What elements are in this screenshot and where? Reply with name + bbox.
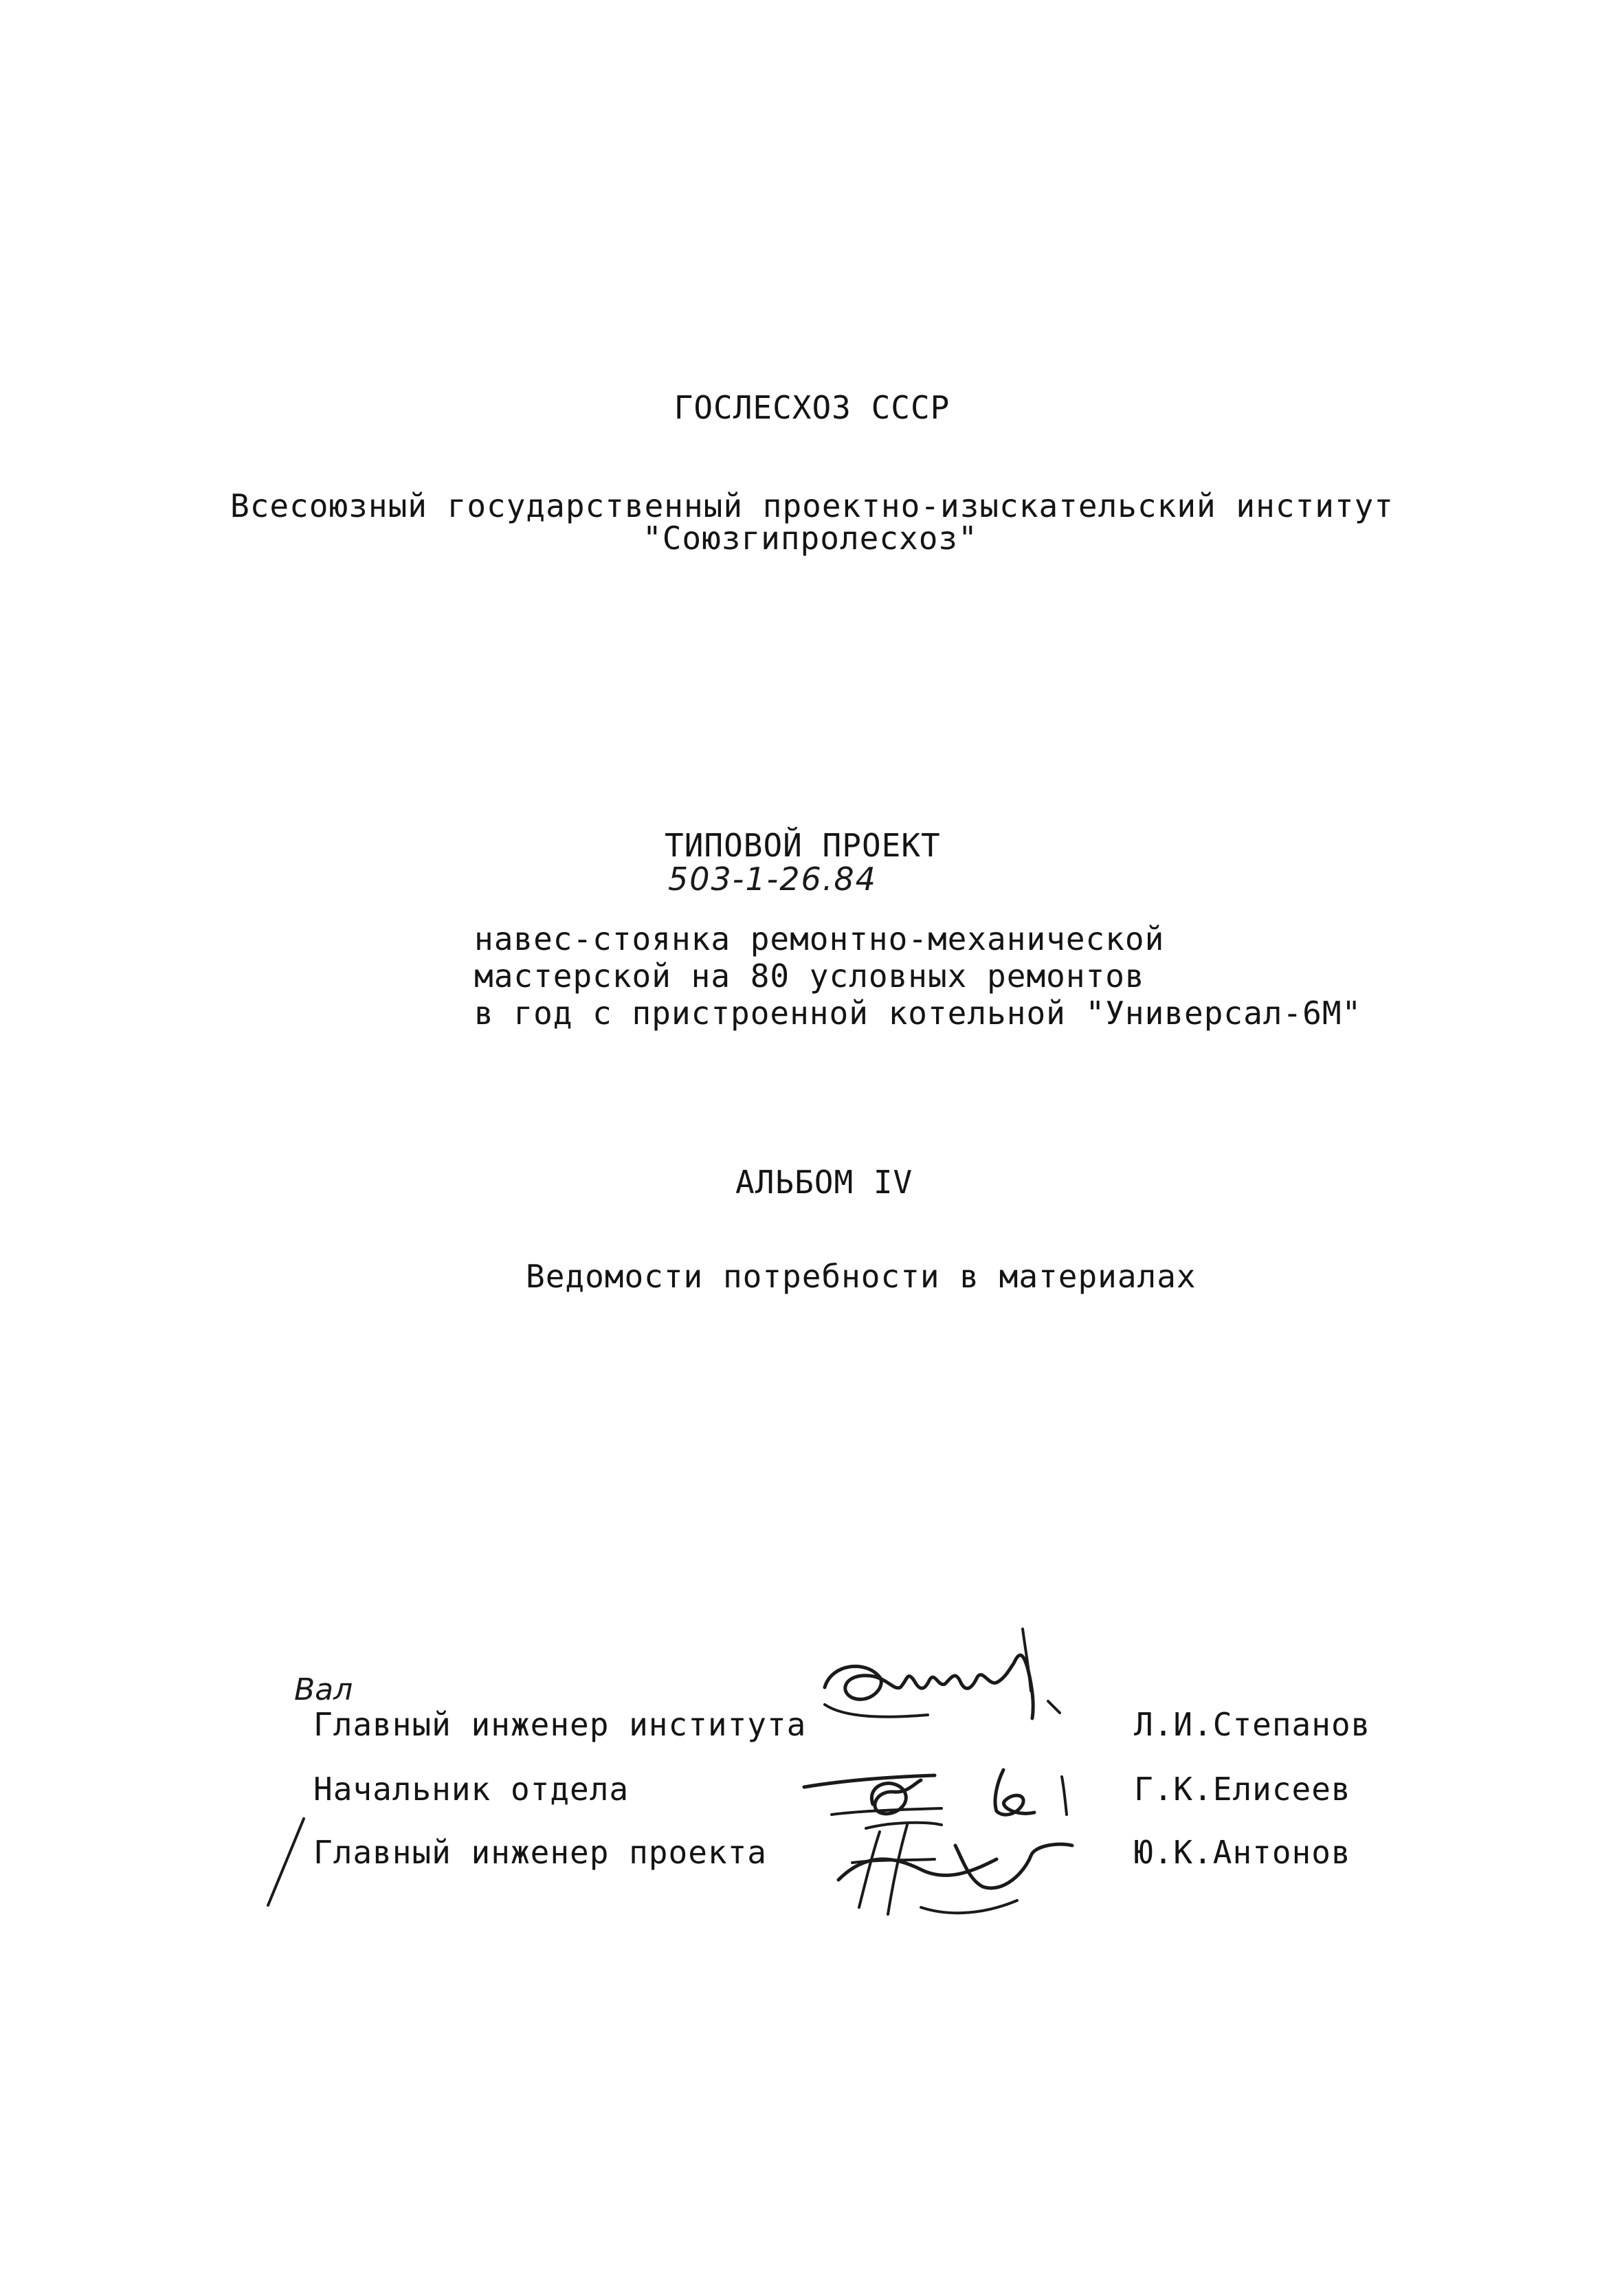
handwritten-note: Вал <box>294 1672 353 1707</box>
signature-role-1: Главный инженер института <box>313 1706 807 1743</box>
signature-role-2: Начальник отдела <box>313 1771 630 1808</box>
album-subtitle: Ведомости потребности в материалах <box>526 1258 1197 1295</box>
signature-name-2: Г.К.Елисеев <box>1134 1771 1351 1808</box>
project-description-line-1: навес-стоянка ремонтно-механической <box>474 920 1165 957</box>
signature-3-handwritten <box>825 1804 1113 1928</box>
project-number: 503-1-26.84 <box>668 861 877 898</box>
project-description-line-3: в год с пристроенной котельной "Универсал-6М" <box>474 995 1362 1032</box>
signature-name-1: Л.И.Степанов <box>1134 1706 1371 1743</box>
signature-role-3: Главный инженер проекта <box>313 1834 767 1871</box>
institute-short-name: "Союзгипролесхоз" <box>643 520 978 557</box>
project-description-line-2: мастерской на 80 условных ремонтов <box>474 957 1145 995</box>
project-label: ТИПОВОЙ ПРОЕКТ <box>665 827 941 864</box>
institute-name: Всесоюзный государственный проектно-изыскательский институт <box>230 487 1394 524</box>
signature-1-handwritten <box>804 1622 1134 1760</box>
signature-name-3: Ю.К.Антонов <box>1134 1834 1351 1871</box>
margin-slash-mark <box>261 1815 309 1911</box>
album-title: АЛЬБОМ IV <box>735 1164 913 1201</box>
ministry-title: ГОСЛЕСХОЗ СССР <box>674 389 950 426</box>
